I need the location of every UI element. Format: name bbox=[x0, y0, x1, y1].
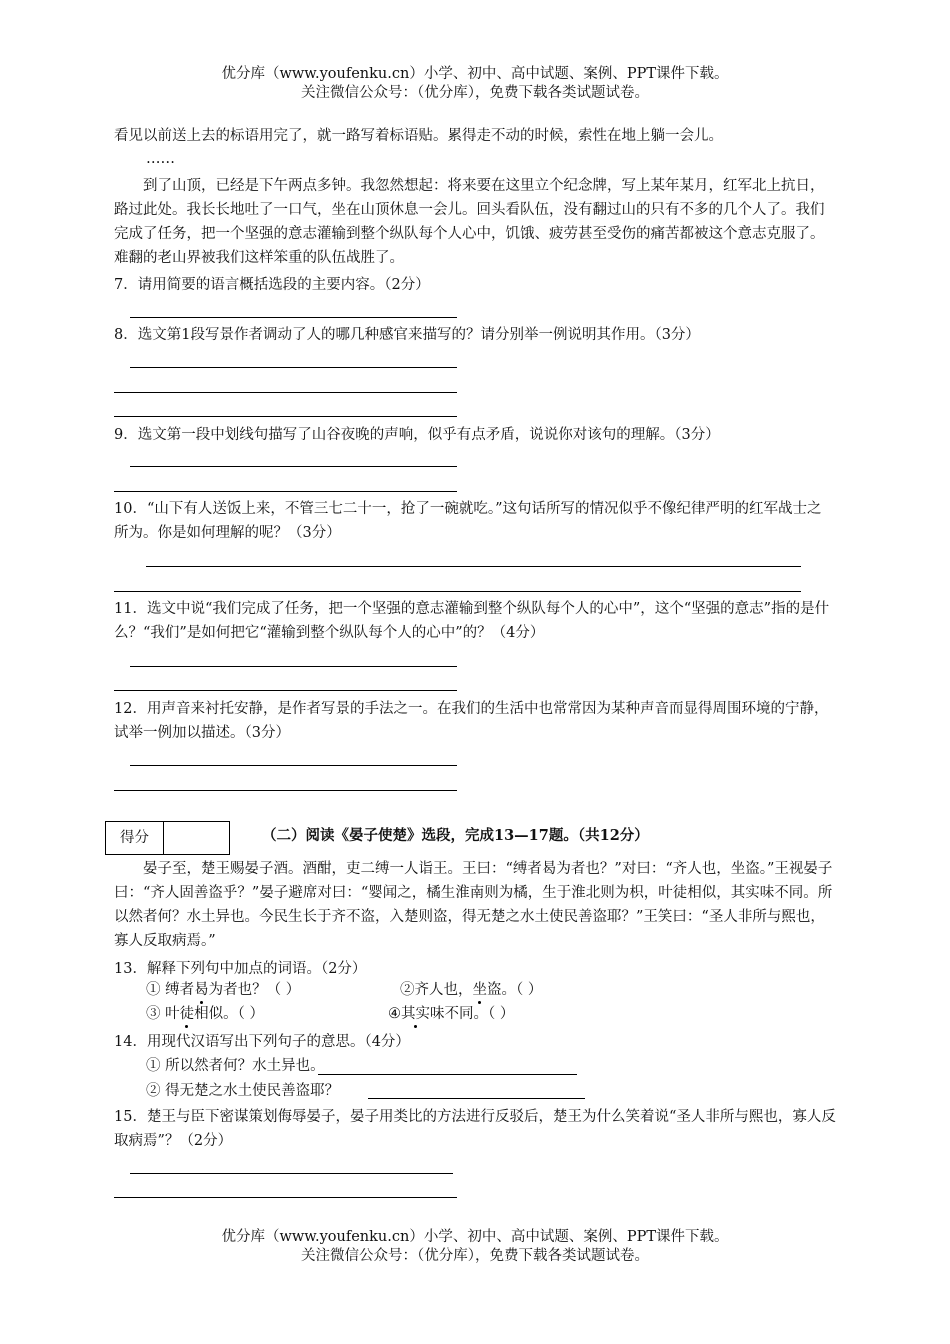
passage-ellipsis: …… bbox=[146, 151, 175, 167]
q13-item-3 bbox=[146, 1003, 264, 1025]
answer-line[interactable] bbox=[114, 491, 457, 492]
question-15: 15．楚王与臣下密谋策划侮辱晏子，晏子用类比的方法进行反驳后，楚王为什么笑着说“圣人非所与熙也，寡人反取病焉”？（2分） bbox=[114, 1109, 836, 1149]
answer-line[interactable] bbox=[146, 566, 801, 567]
q13-item-4-dotted-word: 其实 bbox=[401, 1003, 430, 1025]
passage-paragraph-continued: 看见以前送上去的标语用完了，就一路写着标语贴。累得走不动的时候，索性在地上躺一会儿。 bbox=[114, 128, 723, 144]
q13-item-1-post: 为者也？（ ） bbox=[208, 982, 301, 998]
question-12: 12．用声音来衬托安静，是作者写景的手法之一。在我们的生活中也常常因为某种声音而显得周围环境的宁静，试举一例加以描述。（3分） bbox=[114, 701, 829, 741]
q13-item-2-pre: ②齐人也， bbox=[400, 982, 473, 998]
q13-item-3-pre: ③ 叶 bbox=[146, 1006, 180, 1022]
score-label: 得分 bbox=[106, 822, 164, 854]
question-11: 11．选文中说“我们完成了任务，把一个坚强的意志灌输到整个纵队每个人的心中”，这个“坚强的意志”指的是什么？“我们”是如何把它“灌输到整个纵队每个人的心中”的？（4分） bbox=[114, 601, 830, 641]
q14-item-1: ① 所以然者何？水土异也。 bbox=[146, 1058, 325, 1074]
answer-line[interactable] bbox=[114, 591, 801, 592]
answer-line[interactable] bbox=[114, 790, 457, 791]
q13-item-2 bbox=[400, 979, 542, 1001]
question-9: 9．选文第一段中划线句描写了山谷夜晚的声响，似乎有点矛盾，说说你对该句的理解。（3分） bbox=[114, 427, 720, 443]
q13-item-2-dotted-word: 坐 bbox=[473, 979, 488, 1001]
question-13: 13．解释下列句中加点的词语。（2分） bbox=[114, 961, 367, 977]
section-title: （二）阅读《晏子使楚》选段，完成13—17题。（共12分） bbox=[262, 827, 649, 844]
answer-line[interactable] bbox=[130, 765, 457, 766]
answer-line[interactable] bbox=[318, 1074, 577, 1075]
question-10: 10．“山下有人送饭上来，不管三七二十一，抢了一碗就吃。”这句话所写的情况似乎不像纪律严明的红军战士之所为。你是如何理解的呢？（3分） bbox=[114, 501, 822, 541]
answer-line[interactable] bbox=[368, 1098, 585, 1099]
answer-line[interactable] bbox=[114, 392, 457, 393]
answer-line[interactable] bbox=[130, 317, 457, 318]
page-header-line2: 关注微信公众号：（优分库），免费下载各类试题试卷。 bbox=[301, 85, 649, 101]
passage-paragraph-last: 到了山顶，已经是下午两点多钟。我忽然想起：将来要在这里立个纪念牌，写上某年某月，红军北上抗日，路过此处。我长长地吐了一口气，坐在山顶休息一会儿。回头看队伍，没有翻过山的只有不多的几个人了。我们完成了任务，把一个坚强的意志灌输到整个纵队每个人心中，饥饿、疲劳甚至受伤的痛苦都被这个意志克服了。难翻的老山界被我们这样笨重的队伍战胜了。 bbox=[114, 178, 825, 266]
answer-line[interactable] bbox=[130, 1173, 453, 1174]
page-footer-line1: 优分库（www.youfenku.cn）小学、初中、高中试题、案例、PPT课件下载。 bbox=[221, 1229, 729, 1245]
q14-item-2: ② 得无楚之水土使民善盗耶？ bbox=[146, 1083, 340, 1099]
q13-item-4 bbox=[388, 1003, 514, 1025]
question-7: 7．请用简要的语言概括选段的主要内容。（2分） bbox=[114, 277, 430, 293]
question-8: 8．选文第1段写景作者调动了人的哪几种感官来描写的？请分别举一例说明其作用。（3分） bbox=[114, 327, 700, 343]
page-header-line1: 优分库（www.youfenku.cn）小学、初中、高中试题、案例、PPT课件下载。 bbox=[221, 66, 729, 82]
q13-item-4-pre: ④ bbox=[388, 1006, 401, 1022]
answer-line[interactable] bbox=[130, 466, 457, 467]
q13-item-1-pre: ① 缚者 bbox=[146, 982, 195, 998]
q13-item-3-post: 相似。（ ） bbox=[194, 1006, 264, 1022]
question-14: 14．用现代汉语写出下列句子的意思。（4分） bbox=[114, 1034, 410, 1050]
answer-line[interactable] bbox=[114, 1197, 457, 1198]
answer-line[interactable] bbox=[114, 416, 457, 417]
q13-item-2-post: 盗。（ ） bbox=[487, 982, 543, 998]
score-box bbox=[105, 821, 230, 855]
page-footer-line2: 关注微信公众号：（优分库），免费下载各类试题试卷。 bbox=[301, 1248, 649, 1264]
answer-line[interactable] bbox=[114, 690, 457, 691]
q13-item-3-dotted-word: 徒 bbox=[180, 1003, 195, 1025]
answer-line[interactable] bbox=[130, 367, 457, 368]
answer-line[interactable] bbox=[130, 666, 457, 667]
yanzi-passage: 晏子至，楚王赐晏子酒。酒酣，吏二缚一人诣王。王曰：“缚者曷为者也？”对曰：“齐人也，坐盗。”王视晏子曰：“齐人固善盗乎？”晏子避席对曰：“婴闻之，橘生淮南则为橘，生于淮北则为枳，叶徒相似，其实味不同。所以然者何？水土异也。今民生长于齐不盗，入楚则盗，得无楚之水土使民善盗耶？”王笑曰：“圣人非所与熙也，寡人反取病焉。” bbox=[114, 861, 833, 949]
q13-item-1-dotted-word: 曷 bbox=[194, 979, 209, 1001]
q13-item-1 bbox=[146, 979, 300, 1001]
q13-item-4-post: 味不同。（ ） bbox=[430, 1006, 515, 1022]
